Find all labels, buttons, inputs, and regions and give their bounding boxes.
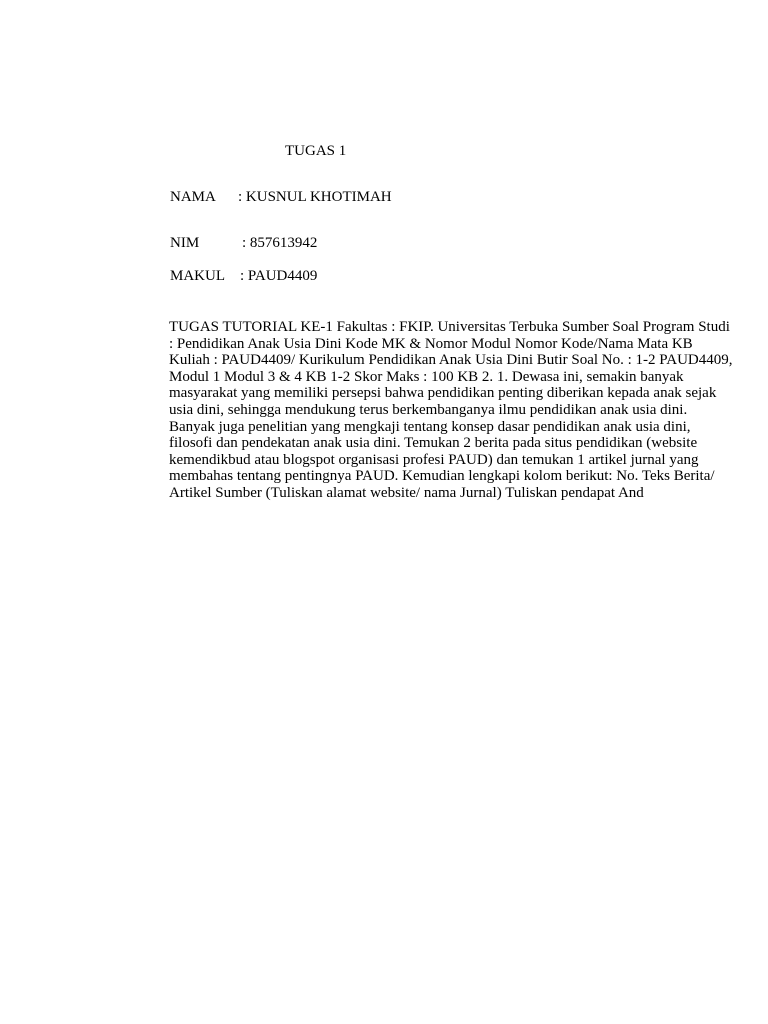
body-line: : Pendidikan Anak Usia Dini Kode MK & Nomor Modul Nomor Kode/Nama Mata KB (169, 335, 693, 352)
body-line: filosofi dan pendekatan anak usia dini. Temukan 2 berita pada situs pendidikan (website (169, 435, 698, 452)
field-makul (170, 267, 318, 285)
body-line: Kuliah : PAUD4409/ Kurikulum Pendidikan Anak Usia Dini Butir Soal No. : 1-2 PAUD4409, (169, 352, 733, 369)
field-nama-label: NAMA (170, 189, 216, 205)
field-makul-value: : PAUD4409 (240, 268, 318, 284)
field-nim (170, 234, 318, 252)
body-line: membahas tentang pentingnya PAUD. Kemudian lengkapi kolom berikut: No. Teks Berita/ (169, 468, 715, 485)
body-line: Modul 1 Modul 3 & 4 KB 1-2 Skor Maks : 100 KB 2. 1. Dewasa ini, semakin banyak (169, 368, 684, 385)
body-line: TUGAS TUTORIAL KE-1 Fakultas : FKIP. Universitas Terbuka Sumber Soal Program Studi (169, 319, 730, 335)
field-nim-value: : 857613942 (242, 235, 318, 251)
body-line: masyarakat yang memiliki persepsi bahwa pendidikan penting diberikan kepada anak sejak (169, 385, 717, 402)
tutorial-body-text (169, 319, 759, 502)
field-makul-label: MAKUL (170, 268, 225, 284)
field-nama-value: : KUSNUL KHOTIMAH (238, 189, 392, 205)
document-title: TUGAS 1 (285, 143, 347, 159)
body-line: usia dini, sehingga mendukung terus berkembanganya ilmu pendidikan anak usia dini. (169, 401, 688, 418)
field-nama (170, 188, 392, 206)
body-line: Banyak juga penelitian yang mengkaji tentang konsep dasar pendidikan anak usia dini, (169, 418, 691, 435)
field-nim-label: NIM (170, 235, 200, 251)
body-line: kemendikbud atau blogspot organisasi profesi PAUD) dan temukan 1 artikel jurnal yang (169, 451, 699, 468)
body-line: Artikel Sumber (Tuliskan alamat website/ nama Jurnal) Tuliskan pendapat And (169, 484, 644, 501)
